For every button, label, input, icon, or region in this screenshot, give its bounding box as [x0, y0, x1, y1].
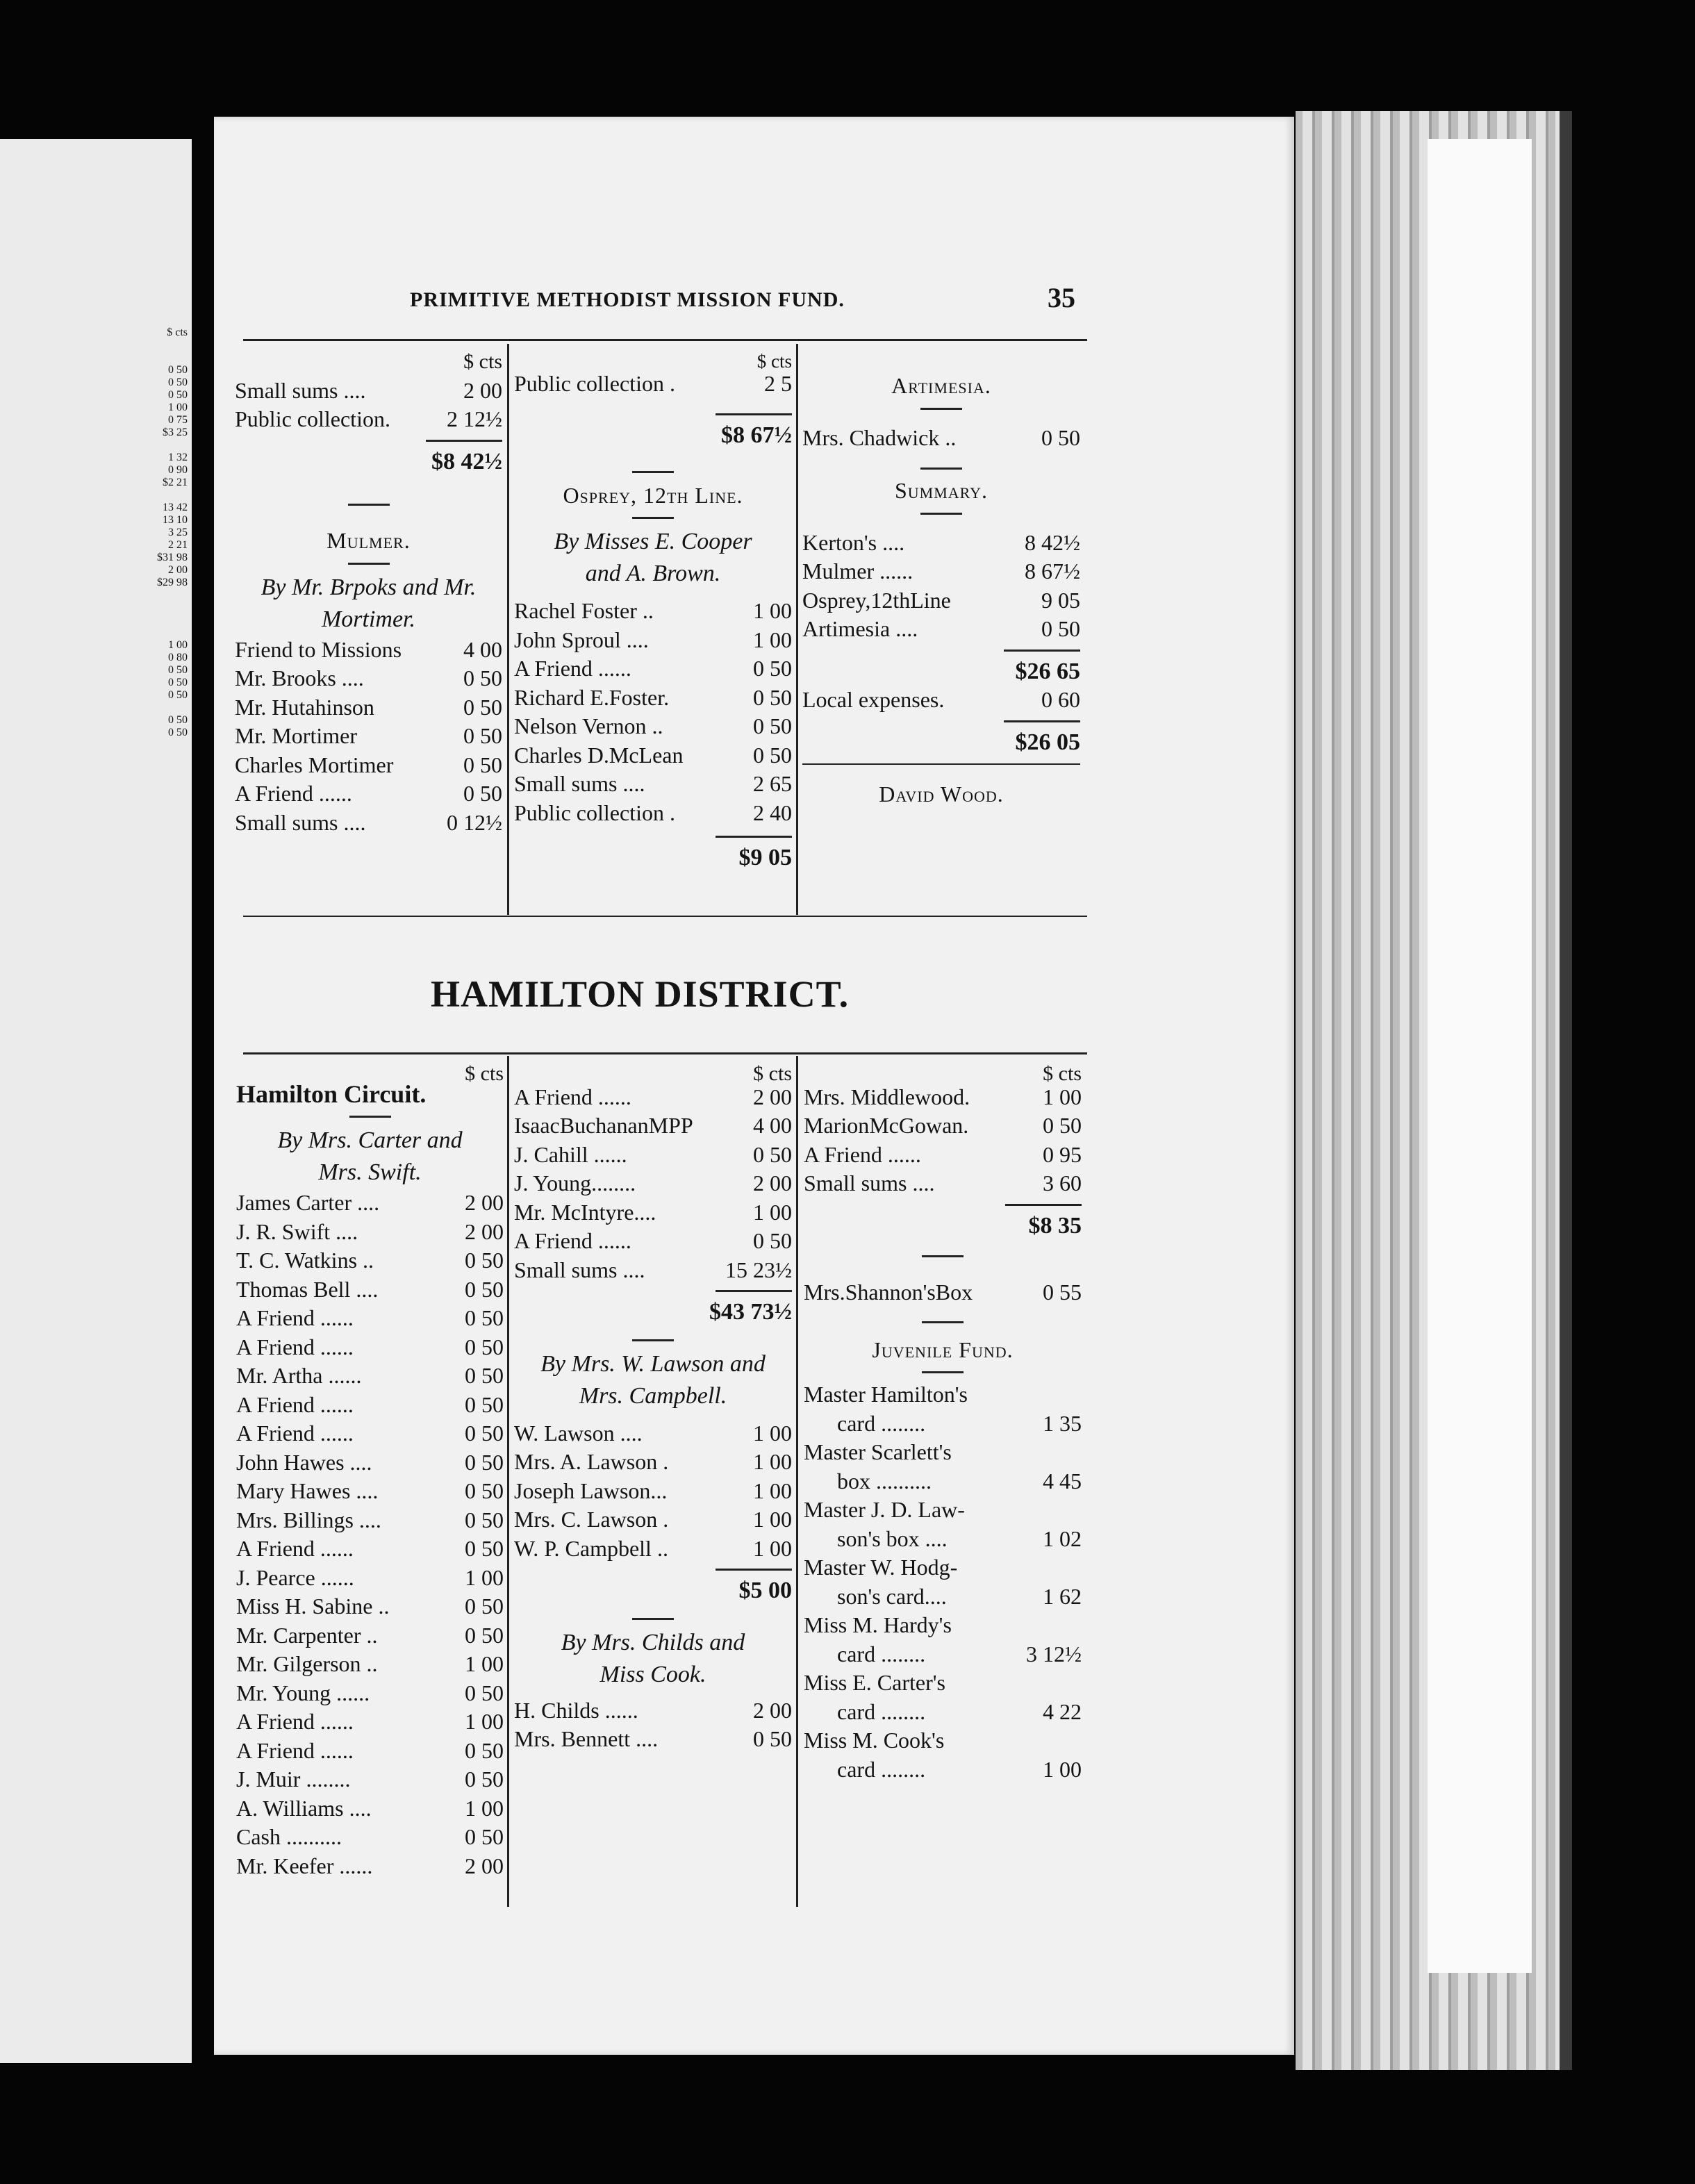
- list-item: A Friend ...... 0 50: [236, 1536, 504, 1561]
- list-item: Mr. Artha ...... 0 50: [236, 1363, 504, 1388]
- list-item: A Friend ...... 0 95: [804, 1141, 1082, 1167]
- net-total: $26 05: [1015, 729, 1080, 755]
- list-item: card ........ 1 00: [837, 1756, 1082, 1782]
- list-item: Nelson Vernon .. 0 50: [514, 713, 792, 738]
- collectors-line: By Misses E. Cooper: [554, 529, 752, 554]
- list-item: [0, 351, 188, 364]
- list-item: Master Hamilton's: [804, 1382, 968, 1407]
- list-item: 3 25: [168, 527, 188, 538]
- list-item: Friend to Missions 4 00: [235, 636, 502, 662]
- separator-dash: [348, 563, 390, 565]
- list-item: J. R. Swift .... 2 00: [236, 1218, 504, 1244]
- list-item: IsaacBuchananMPP 4 00: [514, 1113, 792, 1138]
- circuit-title: Hamilton Circuit.: [236, 1079, 427, 1108]
- list-item: Small sums .... 2 00: [235, 377, 502, 403]
- list-item: Mr. Keefer ...... 2 00: [236, 1853, 504, 1878]
- column-divider-top-2: [796, 344, 798, 915]
- left-page-fragment: [0, 139, 192, 2063]
- list-item: card ........ 4 22: [837, 1698, 1082, 1724]
- top-column-3: [802, 372, 1080, 809]
- spacer: [514, 1412, 792, 1419]
- sum-rule: [426, 440, 502, 442]
- list-item: Mrs. C. Lawson . 1 00: [514, 1507, 792, 1532]
- list-item: MarionMcGowan. 0 50: [804, 1113, 1082, 1138]
- section-title-mulmer: Mulmer.: [326, 528, 411, 553]
- list-item: 1 32: [168, 452, 188, 463]
- list-item: A Friend ...... 0 50: [514, 1228, 792, 1253]
- section-rule-top: [243, 916, 1087, 917]
- list-item: Mary Hawes .... 0 50: [236, 1478, 504, 1503]
- contributor-list: [514, 1083, 792, 1285]
- currency-header: $ cts: [756, 351, 792, 372]
- list-item: Mrs. Bennett .... 0 50: [514, 1726, 792, 1751]
- separator-dash: [632, 1339, 674, 1341]
- list-item: Public collection . 2 40: [514, 800, 792, 825]
- list-item: A Friend ...... 0 50: [236, 1305, 504, 1330]
- list-item: 0 50: [168, 727, 188, 738]
- separator-dash: [920, 408, 962, 410]
- list-item: Thomas Bell .... 0 50: [236, 1276, 504, 1302]
- separator-dash: [922, 1321, 964, 1323]
- list-item: T. C. Watkins .. 0 50: [236, 1248, 504, 1273]
- list-item: A Friend ...... 0 50: [236, 1737, 504, 1763]
- list-item: Public collection . 2 5: [514, 370, 792, 396]
- list-item: son's card.... 1 62: [837, 1583, 1082, 1609]
- page-number: 35: [1048, 282, 1075, 313]
- separator-dash: [348, 504, 390, 506]
- list-item: John Sproul .... 1 00: [514, 627, 792, 652]
- sum-rule: [716, 413, 792, 415]
- separator-dash: [632, 517, 674, 519]
- currency-header: $ cts: [1043, 1062, 1082, 1085]
- list-item: H. Childs ...... 2 00: [514, 1697, 792, 1723]
- currency-header: $ cts: [463, 350, 502, 373]
- column-divider-top-1: [507, 344, 509, 915]
- bottom-column-2: [514, 1059, 792, 1754]
- contributor-list: [514, 1419, 792, 1564]
- list-item: Mrs. Middlewood. 1 00: [804, 1084, 1082, 1109]
- list-item: Mr. Brooks .... 0 50: [235, 665, 502, 690]
- list-item: card ........ 3 12½: [837, 1641, 1082, 1666]
- list-item: 1 00: [168, 639, 188, 651]
- list-item: 0 50: [168, 689, 188, 701]
- collectors-line: By Mrs. Childs and: [561, 1629, 745, 1655]
- list-item: Small sums .... 0 12½: [235, 809, 502, 835]
- separator-dash: [920, 513, 962, 515]
- section-title-juvenile-fund: Juvenile Fund.: [872, 1337, 1014, 1362]
- list-item: [0, 614, 188, 627]
- list-item: 2 21: [168, 539, 188, 551]
- list-item: A Friend ...... 2 00: [514, 1084, 792, 1109]
- list-item: 0 75: [168, 414, 188, 426]
- contributor-list: [236, 1189, 504, 1880]
- list-item: Mr. Carpenter .. 0 50: [236, 1622, 504, 1648]
- list-item: [0, 339, 188, 351]
- list-item: W. P. Campbell .. 1 00: [514, 1535, 792, 1561]
- spacer: [514, 1691, 792, 1696]
- list-item: A Friend ...... 0 50: [236, 1421, 504, 1446]
- section-title-osprey: Osprey, 12th Line.: [563, 482, 743, 508]
- list-item: Mrs. A. Lawson . 1 00: [514, 1449, 792, 1474]
- list-item: Charles Mortimer 0 50: [235, 752, 502, 777]
- contributor-list: [804, 1380, 1082, 1784]
- list-item: 0 50: [168, 377, 188, 388]
- sum-rule: [1004, 650, 1080, 652]
- list-item: son's box .... 1 02: [837, 1525, 1082, 1551]
- section-title-artimesia: Artimesia.: [891, 373, 991, 398]
- separator-dash: [632, 1618, 674, 1620]
- separator-dash: [632, 471, 674, 473]
- list-item: $3 25: [163, 427, 188, 438]
- subtotal: $26 65: [1015, 658, 1080, 684]
- list-item: A. Williams .... 1 00: [236, 1795, 504, 1821]
- list-item: Mulmer ...... 8 67½: [802, 559, 1080, 584]
- list-item: John Hawes .... 0 50: [236, 1449, 504, 1475]
- section-title-summary: Summary.: [894, 478, 989, 503]
- collectors-line: Mrs. Swift.: [318, 1159, 422, 1185]
- list-item: Mr. Mortimer 0 50: [235, 723, 502, 748]
- book-page-edges: [1296, 111, 1572, 2070]
- district-title: HAMILTON DISTRICT.: [431, 973, 850, 1015]
- contributor-list: [514, 1696, 792, 1754]
- list-item: Artimesia .... 0 50: [802, 616, 1080, 641]
- list-item: Joseph Lawson... 1 00: [514, 1478, 792, 1503]
- bottom-column-1: [236, 1059, 504, 1880]
- list-item: J. Pearce ...... 1 00: [236, 1564, 504, 1590]
- list-item: Osprey,12thLine 9 05: [802, 587, 1080, 613]
- list-item: 0 50: [168, 714, 188, 726]
- page-header: PRIMITIVE METHODIST MISSION FUND.: [410, 288, 845, 311]
- list-item: $ cts: [167, 326, 188, 338]
- list-item: J. Cahill ...... 0 50: [514, 1141, 792, 1167]
- column-divider-bottom-1: [507, 1056, 509, 1907]
- list-item: Richard E.Foster. 0 50: [514, 684, 792, 710]
- list-item: Miss M. Hardy's: [804, 1612, 952, 1637]
- list-item: Mrs. Billings .... 0 50: [236, 1507, 504, 1532]
- kerton-list-end: [235, 377, 502, 434]
- list-item: Small sums .... 3 60: [804, 1170, 1082, 1196]
- separator-dash: [920, 468, 962, 470]
- list-item: [0, 602, 188, 614]
- list-item: 0 90: [168, 464, 188, 476]
- collectors-line: Miss Cook.: [600, 1661, 706, 1687]
- spacer: [235, 513, 502, 527]
- list-item: James Carter .... 2 00: [236, 1190, 504, 1215]
- list-item: Rachel Foster .. 1 00: [514, 598, 792, 623]
- list-item: 0 50: [168, 389, 188, 401]
- list-item: 13 10: [163, 514, 188, 526]
- subtotal: $8 42½: [431, 448, 502, 474]
- list-item: Public collection. 2 12½: [235, 406, 502, 431]
- sum-rule: [802, 763, 1080, 765]
- list-item: Mr. Young ...... 0 50: [236, 1680, 504, 1705]
- list-item: 0 80: [168, 652, 188, 663]
- list-item: Miss E. Carter's: [804, 1670, 945, 1695]
- top-column-1: [235, 347, 502, 837]
- sum-rule: [716, 1569, 792, 1571]
- currency-header: $ cts: [753, 1062, 792, 1085]
- separator-dash: [922, 1255, 964, 1257]
- list-item: A Friend ...... 0 50: [514, 656, 792, 681]
- sum-rule: [716, 836, 792, 838]
- list-item: [0, 439, 188, 452]
- list-item: Small sums .... 2 65: [514, 771, 792, 796]
- list-item: Master J. D. Law-: [804, 1497, 965, 1522]
- list-item: Master Scarlett's: [804, 1439, 952, 1464]
- list-item: 13 42: [163, 502, 188, 513]
- signature-name: David Wood.: [879, 781, 1004, 806]
- list-item: Miss M. Cook's: [804, 1728, 945, 1753]
- list-item: J. Muir ........ 0 50: [236, 1767, 504, 1792]
- list-item: A Friend ...... 0 50: [235, 781, 502, 806]
- list-item: Mr. Hutahinson 0 50: [235, 694, 502, 720]
- list-item: Mrs.Shannon'sBox 0 55: [804, 1280, 1082, 1305]
- column-divider-bottom-2: [796, 1056, 798, 1907]
- top-column-2: [514, 347, 792, 872]
- list-item: 0 50: [168, 664, 188, 676]
- collectors-line: Mrs. Campbell.: [579, 1382, 727, 1409]
- list-item: [0, 702, 188, 714]
- list-item: Mr. Gilgerson .. 1 00: [236, 1651, 504, 1676]
- list-item: card ........ 1 35: [837, 1410, 1082, 1436]
- subtotal: $43 73½: [709, 1299, 792, 1325]
- list-item: A Friend ...... 0 50: [236, 1391, 504, 1417]
- list-item: [0, 627, 188, 639]
- list-item: Mr. McIntyre.... 1 00: [514, 1199, 792, 1225]
- list-item: J. Young........ 2 00: [514, 1170, 792, 1196]
- list-item: Local expenses. 0 60: [802, 687, 1080, 712]
- subtotal: $9 05: [738, 845, 792, 870]
- list-item: $2 21: [163, 477, 188, 488]
- book-edge-highlight: [1428, 139, 1532, 1973]
- left-page-lines: [0, 326, 188, 739]
- header-rule: [243, 339, 1087, 341]
- list-item: A Friend ...... 1 00: [236, 1709, 504, 1734]
- list-item: Charles D.McLean 0 50: [514, 742, 792, 768]
- list-item: Cash .......... 0 50: [236, 1824, 504, 1849]
- list-item: Kerton's .... 8 42½: [802, 529, 1080, 555]
- list-item: $31 98: [157, 552, 188, 563]
- subtotal: $8 67½: [721, 422, 792, 448]
- list-item: 0 50: [168, 364, 188, 376]
- collectors-line: By Mr. Brpoks and Mr.: [261, 574, 477, 600]
- list-item: box .......... 4 45: [837, 1468, 1082, 1494]
- list-item: 0 50: [168, 677, 188, 688]
- list-item: A Friend ...... 0 50: [236, 1334, 504, 1359]
- collectors-line: Mortimer.: [321, 606, 416, 632]
- sum-rule: [716, 1290, 792, 1292]
- list-item: $29 98: [157, 577, 188, 588]
- list-item: Small sums .... 15 23½: [514, 1257, 792, 1282]
- sum-rule: [1005, 1204, 1082, 1206]
- list-item: 2 00: [168, 564, 188, 576]
- spacer: [514, 590, 792, 597]
- collectors-line: and A. Brown.: [585, 561, 721, 586]
- sum-rule: [1004, 720, 1080, 722]
- bottom-column-3: [804, 1059, 1082, 1784]
- list-item: Miss H. Sabine .. 0 50: [236, 1594, 504, 1619]
- list-item: [0, 589, 188, 602]
- collectors-line: By Mrs. W. Lawson and: [540, 1350, 766, 1377]
- subtotal: $8 35: [1028, 1212, 1082, 1239]
- separator-dash: [922, 1371, 964, 1373]
- subtotal: $5 00: [738, 1578, 792, 1603]
- separator-dash: [349, 1116, 391, 1118]
- district-rule: [243, 1052, 1087, 1054]
- list-item: 1 00: [168, 402, 188, 413]
- list-item: [0, 489, 188, 502]
- contributor-list: [804, 1083, 1082, 1198]
- list-item: Master W. Hodg-: [804, 1555, 958, 1580]
- list-item: Mrs. Chadwick .. 0 50: [802, 424, 1080, 450]
- collectors-line: By Mrs. Carter and: [277, 1127, 463, 1153]
- currency-header: $ cts: [465, 1062, 504, 1085]
- list-item: W. Lawson .... 1 00: [514, 1420, 792, 1446]
